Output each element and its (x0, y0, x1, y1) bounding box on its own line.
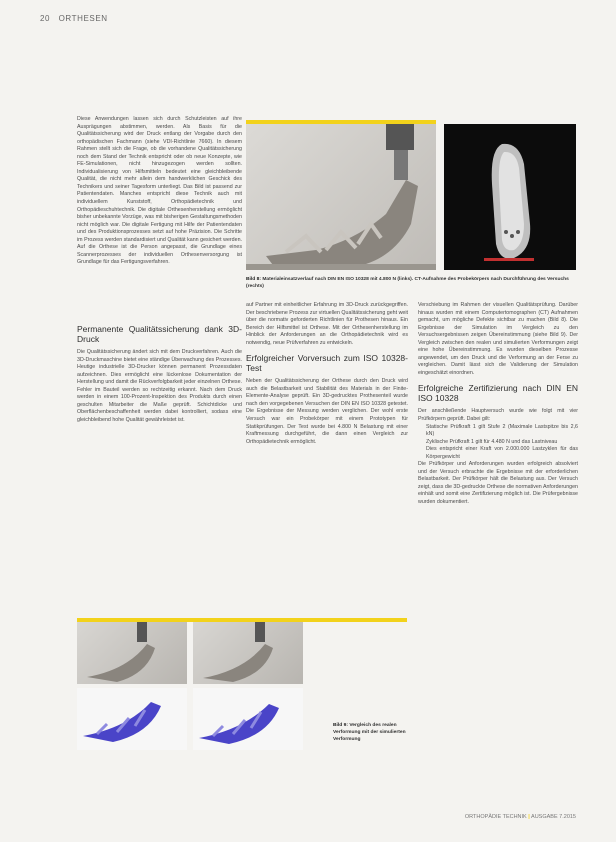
figure-8-caption (246, 276, 576, 290)
figure-8-ct-scan (444, 124, 576, 270)
figure-9-sim-right (193, 688, 303, 750)
figure-9-caption (333, 722, 407, 743)
body-text: Verschiebung im Rahmen der visuellen Qualitätsprüfung. Darüber hinaus wurden mit einem Computertomographen (CT) Aufnahmen gemacht, um mögliche Defekte sichtbar zu machen (Bild 8). Die Ergebnisse der Simulation im Vergleich zu den Versuchsergebnissen zeigen Übereinstimmung (siehe Bild 9). Der Vergleich zwischen den realen und simulierten Verformungen zeigt eine hohe Übereinstimmung. Es wurden dieselben Prozesse angewendet, um den Druck und die Verformung an der Ferse zu vergleichen. Damit lässt sich die Validierung der Simulation eingeschätzt einordnen. (418, 302, 578, 376)
caption-label: Bild 8: (246, 277, 261, 282)
column-2 (246, 302, 408, 572)
section-heading: Erfolgreicher Vorversuch zum ISO 10328-Test (246, 353, 408, 374)
body-text: Die Qualitätssicherung ändert sich mit dem Druckverfahren. Auch die 3D-Druckmaschine bietet eine ständige Überwachung des Prozesses. Heutige industrielle 3D-Drucker können permanent Prozessdaten aufzeichnen. Dies ermöglicht eine lückenlose Dokumentation der Herstellung und damit die Rückverfolgbarkeit jeder einzelnen Orthese. Fehler im Bauteil werden so rechtzeitig erkannt. Nach dem Druck werden in einem 100-Prozent-Inspektion des Produkts durch einen geschulten Mitarbeiter die Maße geprüft. Schichtdicke und Oberflächenbeschaffenheit werden dabei kontrolliert, sodass eine gleichbleibend hohe Qualität gewährleistet ist. (77, 349, 242, 423)
caption-label: Bild 9: (333, 723, 348, 728)
issue-label: AUSGABE 7.2015 (531, 814, 576, 820)
body-text: Der anschließende Hauptversuch wurde wie folgt mit vier Prüfkörpern geprüft. Dabei gilt: (418, 408, 578, 423)
bullet-list (418, 424, 578, 462)
figure-9-photo-right (193, 622, 303, 684)
footer-separator-icon: | (528, 814, 530, 820)
caption-text: Materialeinsatzverlauf nach DIN EN ISO 10328 mit 4.800 N (links). CT-Aufnahme des Probekörpers nach Durchführung des Versuchs (rechts) (246, 277, 569, 289)
list-item: • Zyklische Prüfkraft 1 gilt für 4.480 N und das Lastniveau (426, 439, 578, 447)
page-number: 20 (40, 14, 51, 23)
figure-9-photo-left (77, 622, 187, 684)
list-item: • Dies entspricht einer Kraft von 2.000.000 Lastzyklen für das Körpergewicht (426, 446, 578, 461)
journal-name: ORTHOPÄDIE TECHNIK (464, 814, 527, 820)
section-heading: Erfolgreiche Zertifizierung nach DIN EN ISO 10328 (418, 383, 578, 404)
body-text: Die Prüfkörper und Anforderungen wurden erfolgreich absolviert und der Versuch erbrachte die Ergebnisse mit der erforderlichen Belastbarkeit. Der Prüfkörper hält die Belastung aus. Der Versuch zeigt, dass die 3D-gedruckte Orthese die normativen Anforderungen einhält und somit eine Zertifizierung möglich ist. Die Prüfergebnisse wurden dokumentiert. (418, 461, 578, 506)
section-title: ORTHESEN (58, 14, 108, 23)
body-text: Diese Anwendungen lassen sich durch Schutzleisten auf ihre Ausprägungen abstimmen, werden. Als Basis für die Qualitätssicherung wird der Druck entlang der Vorgabe durch den orthopädischen Fachmann (siehe VDI-Richtlinie 7660). In diesem Rahmen stellt sich die Frage, ob die vorhandene Qualitätssicherung noch dem Stand der Technik entspricht oder ob neue Konzepte, wie FE-Simulationen, nicht hinzugezogen werden sollten. Individualisierung von Hilfsmitteln bedeutet eine gleichbleibende Qualität, die nicht mehr allein dem handwerklichen Geschick des Technikers und seiner Tagesform unterliegt. Das Bild ist passend zur Patientendaten. Manches entspricht diese Technik auch mit individuellem Kunststoff, Orthopädietechnik und Orthopädieschuhtechnik. Die digitale Orthesenherstellung ermöglicht bisher unbekannte Vorzüge, was mit bisherigen Gestaltungsmethoden nicht möglich war. Die digitale Fertigung mit Hilfe der Patientendaten und des Produktionsprozesses setzt auf hohe Präzision. Die Schritte im Prozess werden standardisiert und Qualität kann gesichert werden. Auf die Orthese ist die Person angepasst, die Grundlage eines Scannerprozesses der individuellen Orthesenversorgung ist Grundlage für das Fertigungsverfahren. (77, 116, 242, 266)
column-3 (418, 302, 578, 762)
column-1-top (77, 116, 242, 306)
figure-9-sim-left (77, 688, 187, 750)
page-header (40, 14, 108, 23)
list-item: • Statische Prüfkraft 1 gilt Stufe 2 (Maximale Lastspitze bis 2,6 kN) (426, 424, 578, 439)
section-heading: Permanente Qualitätssicherung dank 3D-Druck (77, 324, 242, 344)
figure-8-photo-test (246, 124, 436, 270)
column-1-bottom (77, 318, 242, 568)
caption-text: Vergleich des realen Verformung mit der simulierten Verformung (333, 723, 406, 742)
page-footer (465, 814, 576, 820)
body-text: auf Partner mit einheitlicher Erfahrung im 3D-Druck zurückgegriffen. Der beschriebene Prozess zur virtuellen Qualitätssicherung geht weit über die normativ geforderten Richtlinien für Prothesen hinaus. Ein Bereich der Hilfsmittel ist Orthese. Mit der Orthesenherstellung im Hinblick der Anforderungen an die Orthopädietechnik wird es notwendig, neue Prüfverfahren zu entwickeln. (246, 302, 408, 346)
body-text: Neben der Qualitätssicherung der Orthese durch den Druck wird auch die Belastbarkeit und Stabilität des Materials in der Finite-Elemente-Analyse geprüft. Ein 3D-gedrucktes Prothesenteil wurde nach den vorgegebenen Versuchen der DIN EN ISO 10328 getestet. Die Ergebnisse der Messung werden verglichen. Der wohl erste Versuch war ein Probekörper mit einem Prototypen für Statikprüfungen. Der Test wurde bei 4.800 N Belastung mit einer Kraftmessung durchgeführt, die dann einen Vergleich zur Orthopädietechnik ermöglicht. (246, 378, 408, 445)
